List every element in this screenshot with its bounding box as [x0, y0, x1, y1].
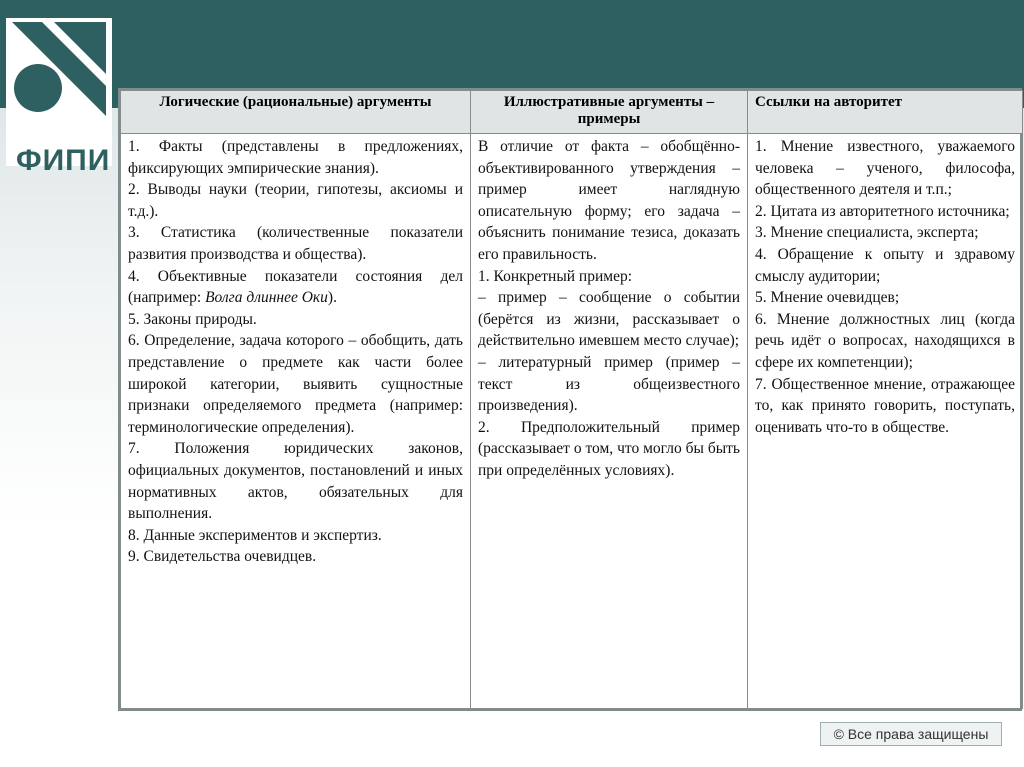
item-example: Волга длиннее Оки	[205, 289, 328, 307]
copyright-badge: © Все права защищены	[820, 722, 1002, 746]
list-item: 6. Определение, задача которого – обобщить, дать представление о предмете как части более широкой категории, выявить сущностные признаки определяемого предмета (например: терминологические определения).	[128, 332, 463, 436]
cell-logical	[121, 134, 471, 709]
list-item: 9. Свидетельства очевидцев.	[128, 548, 317, 566]
list-item: 4. Обращение к опыту и здравому смыслу аудитории;	[755, 245, 1015, 285]
list-item: 1. Конкретный пример:	[478, 267, 633, 285]
list-item: 8. Данные экспериментов и экспертиз.	[128, 526, 382, 544]
list-item	[128, 266, 463, 309]
cell-authority	[748, 134, 1023, 709]
list-item: 5. Мнение очевидцев;	[755, 289, 900, 307]
header-authority: Ссылки на авторитет	[748, 91, 1023, 134]
list-item: – литературный пример (пример – текст из общеизвестного произведения).	[478, 353, 740, 415]
list-item: 3. Мнение специалиста, эксперта;	[755, 224, 979, 242]
arguments-table	[118, 88, 1022, 711]
list-item: 7. Общественное мнение, отражающее то, как принято говорить, поступать, оценивать что-то в обществе.	[755, 375, 1015, 436]
list-item: 2. Выводы науки (теории, гипотезы, аксиомы и т.д.).	[128, 181, 463, 220]
logo-text: ФИПИ	[16, 144, 111, 177]
cell-illustrative	[471, 134, 748, 709]
list-item: 7. Положения юридических законов, официальных документов, постановлений и иных нормативных актов, обязательных для выполнения.	[128, 440, 463, 523]
list-item: – пример – сообщение о событии (берётся из жизни, рассказывает о действительно имевшем место случае);	[478, 289, 740, 350]
list-item: 5. Законы природы.	[128, 310, 257, 328]
header-logical: Логические (рациональные) аргументы	[121, 91, 471, 134]
list-item: 6. Мнение должностных лиц (когда речь идёт о вопросах, находящихся в сфере их компетенции);	[755, 310, 1015, 371]
table-header-row	[121, 91, 1023, 134]
list-item: 1. Факты (представлены в предложениях, фиксирующих эмпирические знания).	[128, 138, 463, 177]
list-item: В отличие от факта – обобщённо-объективированного утверждения – пример имеет наглядную описательную форму; его задача – объяснить понимание тезиса, доказать его правильность.	[478, 138, 740, 263]
fipi-logo	[6, 18, 112, 177]
list-item: 3. Статистика (количественные показатели развития производства и общества).	[128, 224, 463, 263]
list-item: 2. Цитата из авторитетного источника;	[755, 202, 1010, 220]
table-row	[121, 134, 1023, 709]
item-text: 4. Объективные показатели состояния дел (например:	[128, 267, 463, 307]
list-item: 1. Мнение известного, уважаемого человека – ученого, философа, общественного деятеля и т.п.;	[755, 138, 1015, 199]
item-text-end: ).	[327, 289, 337, 307]
list-item: 2. Предположительный пример (рассказывает о том, что могло бы быть при определённых условиях).	[478, 418, 740, 479]
header-illustrative: Иллюстративные аргументы – примеры	[471, 91, 748, 134]
